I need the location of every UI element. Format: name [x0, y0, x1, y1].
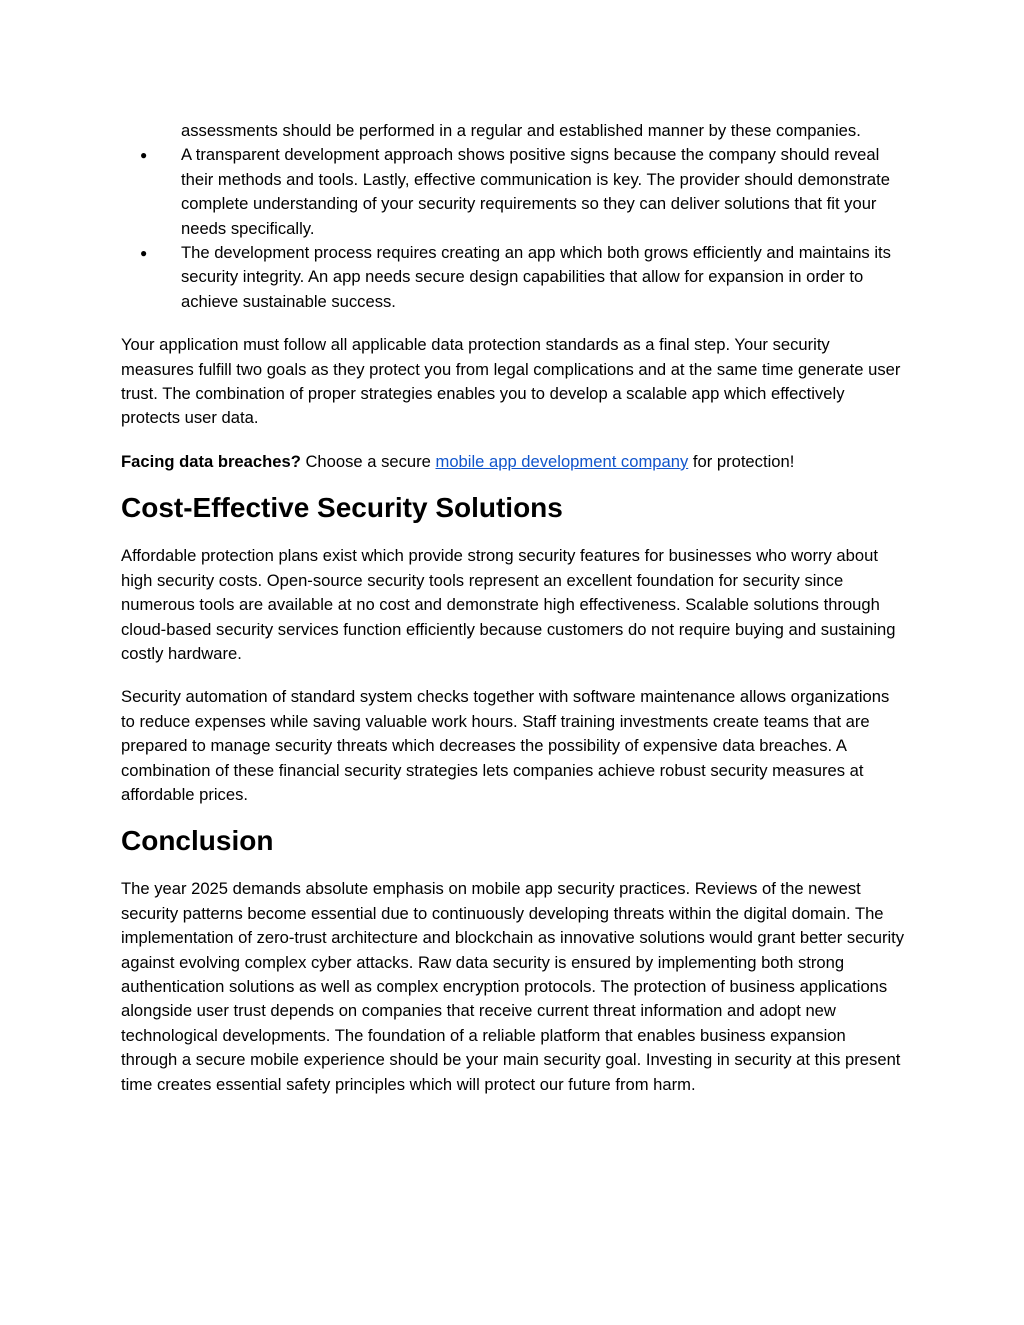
cta-text-before: Choose a secure	[300, 451, 436, 471]
conclusion-heading: Conclusion	[121, 825, 274, 857]
bullet-icon: ●	[140, 148, 148, 163]
compliance-paragraph: Your application must follow all applicable data protection standards as a final step. Your security measures fulfill two goals as they protect you from legal complications and at the same time generate user trust. The combination of proper strategies enables you to develop a scalable app which effectively protects user data.	[121, 335, 901, 428]
conclusion-paragraph: The year 2025 demands absolute emphasis on mobile app security practices. Reviews of the newest security patterns become essential due to continuously developing threats within the digital domain. The implementation of zero-trust architecture and blockchain as innovative solutions would grant better security against evolving complex cyber attacks. Raw data security is ensured by implementing both strong authentication solutions as well as complex encryption protocols. The protection of business applications alongside user trust depends on companies that receive current threat information and adopt new technological developments. The foundation of a reliable platform that enables business expansion through a secure mobile experience should be your main security goal. Investing in security at this present time creates essential safety principles which will protect our future from harm.	[121, 879, 905, 1094]
cost-paragraph-2: Security automation of standard system checks together with software maintenance allows organizations to reduce expenses while saving valuable work hours. Staff training investments create teams that are prepared to manage security threats which decreases the possibility of expensive data breaches. A combination of these financial security strategies lets companies achieve robust security measures at affordable prices.	[121, 687, 890, 804]
list-item	[121, 241, 905, 314]
requirements-list	[121, 143, 905, 314]
cost-section-heading: Cost-Effective Security Solutions	[121, 492, 563, 524]
list-item-text: The development process requires creating an app which both grows efficiently and maintains its security integrity. An app needs secure design capabilities that allow for expansion in order to achieve sustainable success.	[181, 243, 891, 311]
list-item	[121, 143, 905, 241]
list-continuation-text: assessments should be performed in a regular and established manner by these companies.	[181, 121, 861, 140]
cta-paragraph	[121, 450, 905, 474]
document-page	[121, 119, 905, 1097]
mobile-app-development-link[interactable]: mobile app development company	[435, 451, 689, 471]
cost-paragraph-1: Affordable protection plans exist which provide strong security features for businesses who worry about high security costs. Open-source security tools represent an excellent foundation for security since numerous tools are available at no cost and demonstrate high effectiveness. Scalable solutions through cloud-based security services function efficiently because customers do not require buying and sustaining costly hardware.	[121, 546, 896, 663]
cta-text-after: for protection!	[688, 451, 795, 471]
cta-bold-text: Facing data breaches?	[121, 451, 301, 471]
bullet-icon: ●	[140, 246, 148, 261]
list-item-text: A transparent development approach shows positive signs because the company should reveal their methods and tools. Lastly, effective communication is key. The provider should demonstrate complete understanding of your security requirements so they can deliver solutions that fit your needs specifically.	[181, 145, 890, 238]
